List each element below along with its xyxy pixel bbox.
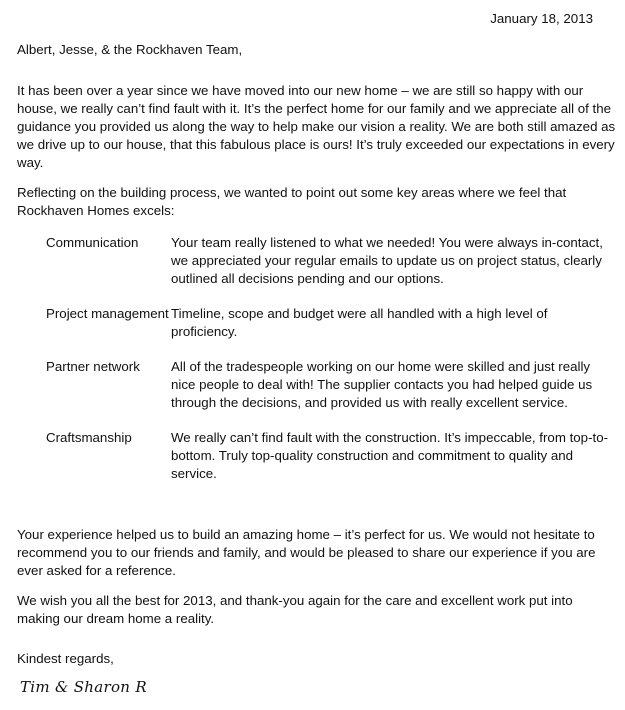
closing: Kindest regards,: [17, 651, 114, 666]
paragraph-intro: It has been over a year since we have moved into our new home – we are still so happy with our house, we really can’t find fault with it. It’s the perfect home for our family and we appreciate all of the guidance you provided us along the way to help make our vision a reality. We are both still amazed as we drive up to our house, that this fabulous place is ours! It’s truly exceeded our expectations in every way.: [17, 83, 616, 170]
key-area-name: Communication: [46, 235, 139, 250]
paragraph-reflection: Reflecting on the building process, we wanted to point out some key areas where we feel that Rockhaven Homes excels:: [17, 185, 567, 218]
key-area-name: Project management: [46, 306, 169, 321]
letter-date: January 18, 2013: [490, 11, 593, 26]
signature: Tim & Sharon R: [20, 678, 147, 696]
key-area-description: Timeline, scope and budget were all handled with a high level of proficiency.: [171, 306, 548, 339]
key-area-description: We really can’t find fault with the construction. It’s impeccable, from top-to-bottom. Truly top-quality construction and commitment to quality and service.: [171, 430, 609, 481]
paragraph-experience: Your experience helped us to build an amazing home – it’s perfect for us. We would not hesitate to recommend you to our friends and family, and would be pleased to share our experience if you are ever asked for a reference.: [17, 527, 596, 578]
key-area-item: [46, 358, 611, 412]
key-areas-list: [46, 234, 611, 500]
key-area-item: [46, 234, 611, 288]
key-area-description: All of the tradespeople working on our home were skilled and just really nice people to deal with! The supplier contacts you had helped guide us through the decisions, and provided us with really excellent service.: [171, 359, 593, 410]
salutation: Albert, Jesse, & the Rockhaven Team,: [17, 42, 243, 57]
paragraph-wishes: We wish you all the best for 2013, and thank-you again for the care and excellent work put into making our dream home a reality.: [17, 593, 573, 626]
key-area-name: Craftsmanship: [46, 430, 132, 445]
key-area-description: Your team really listened to what we needed! You were always in-contact, we appreciated your regular emails to update us on project status, clearly outlined all decisions pending and our options.: [171, 235, 603, 286]
key-area-item: [46, 305, 611, 341]
key-area-name: Partner network: [46, 359, 140, 374]
key-area-item: [46, 429, 611, 483]
